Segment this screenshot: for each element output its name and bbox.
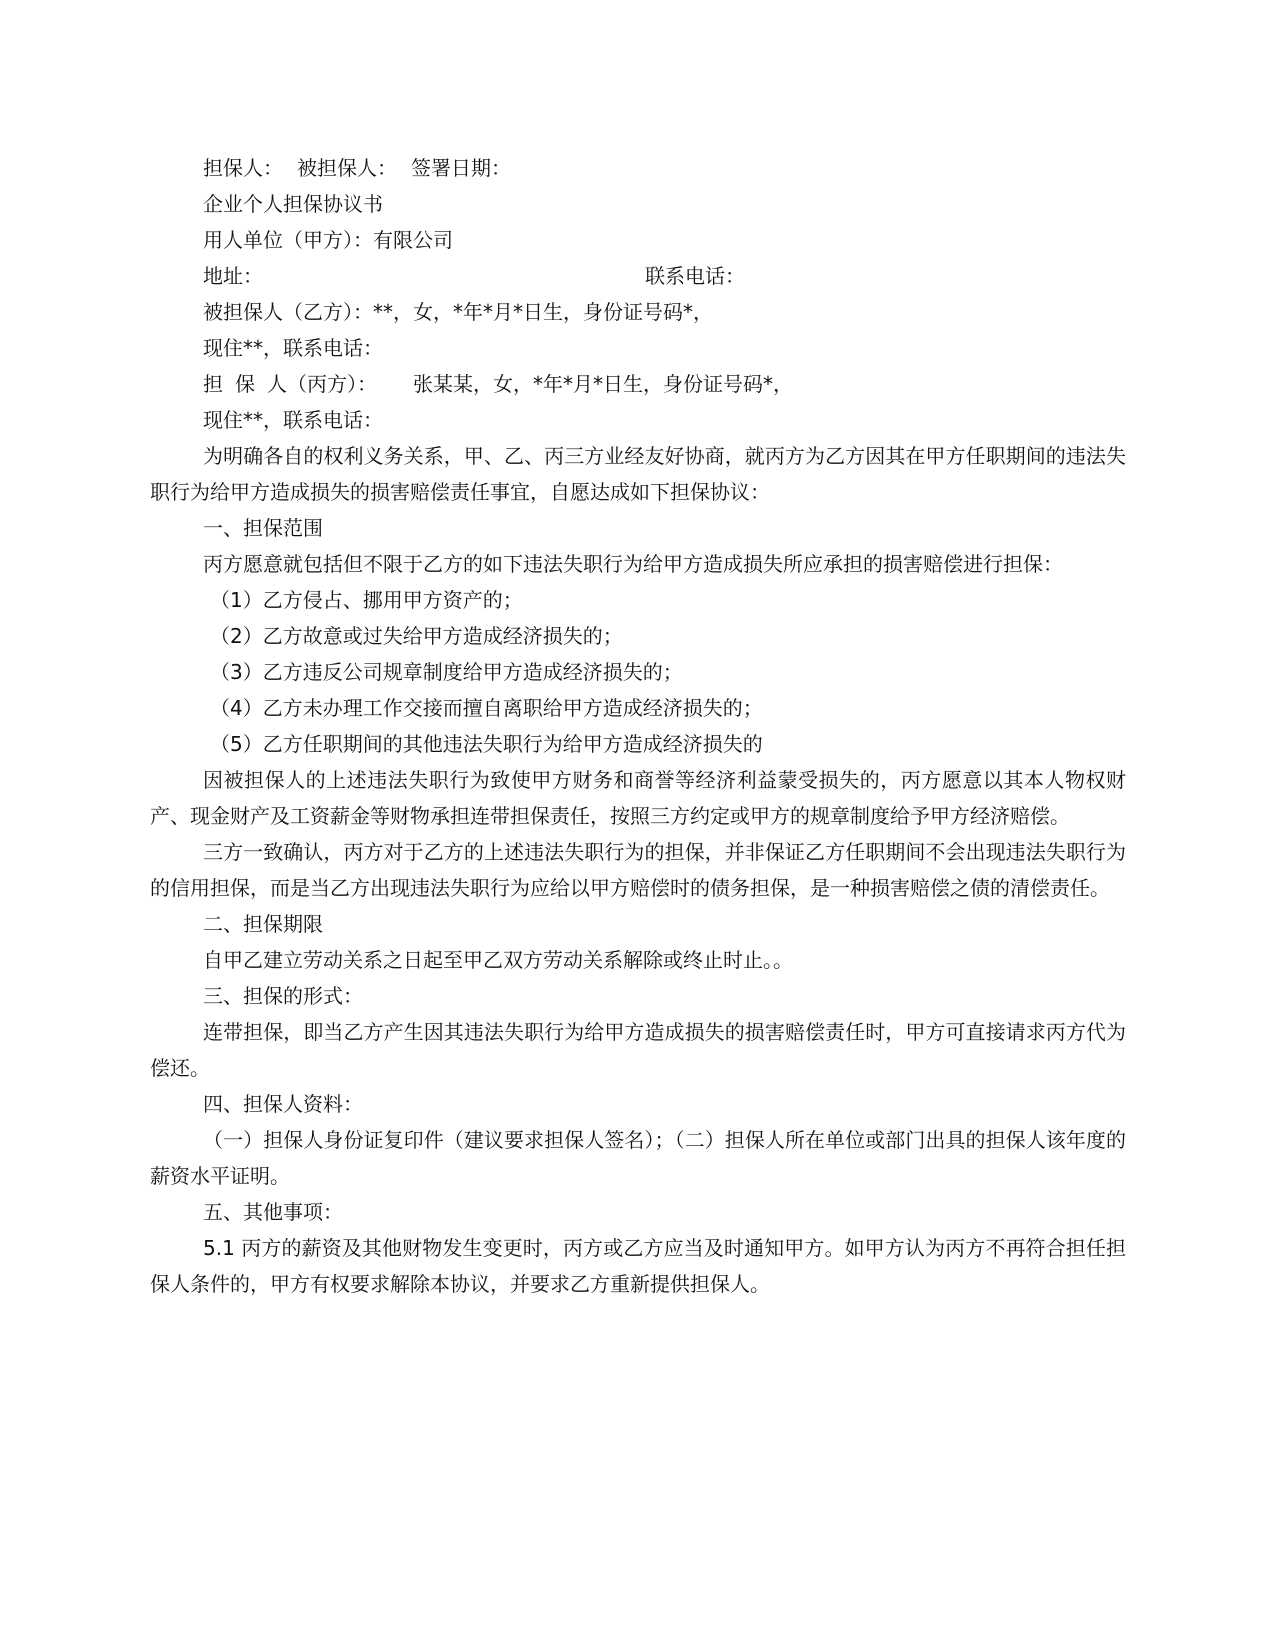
signature-header — [150, 150, 1126, 186]
document-title: 企业个人担保协议书 — [203, 192, 383, 216]
section-1-paragraph-3: 三方一致确认，丙方对于乙方的上述违法失职行为的担保，并非保证乙方任职期间不会出现违法失职行为的信用担保，而是当乙方出现违法失职行为应给以甲方赔偿时的债务担保，是一种损害赔偿之债的清偿责任。 — [150, 840, 1126, 900]
section-3-heading: 三、担保的形式： — [203, 984, 363, 1008]
party-c-detail: 张某某，女，*年*月*日生，身份证号码*， — [413, 372, 793, 396]
section-4-body: （一）担保人身份证复印件（建议要求担保人签名）；（二）担保人所在单位或部门出具的担保人该年度的薪资水平证明。 — [150, 1128, 1126, 1188]
section-2-heading: 二、担保期限 — [203, 912, 323, 936]
party-b-line: 被担保人（乙方）：**，女，*年*月*日生，身份证号码*， — [203, 300, 713, 324]
section-2-body: 自甲乙建立劳动关系之日起至甲乙双方劳动关系解除或终止时止。。 — [203, 948, 793, 972]
guaranteed-label: 被担保人： — [297, 156, 397, 180]
section-1-paragraph-2: 因被担保人的上述违法失职行为致使甲方财务和商誉等经济利益蒙受损失的，丙方愿意以其本人物权财产、现金财产及工资薪金等财物承担连带担保责任，按照三方约定或甲方的规章制度给予甲方经济赔偿。 — [150, 768, 1126, 828]
party-c-label-1: 担 — [203, 372, 223, 396]
document-page — [150, 150, 1126, 1302]
section-5-body: 5.1 丙方的薪资及其他财物发生变更时，丙方或乙方应当及时通知甲方。如甲方认为丙方不再符合担任担保人条件的，甲方有权要求解除本协议，并要求乙方重新提供担保人。 — [150, 1236, 1126, 1296]
party-b-residence: 现住**，联系电话： — [203, 336, 383, 360]
list-item: （5）乙方任职期间的其他违法失职行为给甲方造成经济损失的 — [210, 732, 763, 756]
section-1-body: 丙方愿意就包括但不限于乙方的如下违法失职行为给甲方造成损失所应承担的损害赔偿进行担保： — [203, 552, 1063, 576]
party-a-line: 用人单位（甲方）：有限公司 — [203, 228, 453, 252]
list-item: （1）乙方侵占、挪用甲方资产的； — [210, 588, 523, 612]
party-c-residence: 现住**，联系电话： — [203, 408, 383, 432]
intro-paragraph: 为明确各自的权利义务关系，甲、乙、丙三方业经友好协商，就丙方为乙方因其在甲方任职期间的违法失职行为给甲方造成损失的损害赔偿责任事宜，自愿达成如下担保协议： — [150, 444, 1126, 504]
party-c-line — [150, 366, 1126, 402]
phone-label: 联系电话： — [645, 264, 745, 288]
list-item: （4）乙方未办理工作交接而擅自离职给甲方造成经济损失的； — [210, 696, 763, 720]
section-5-heading: 五、其他事项： — [203, 1200, 343, 1224]
sign-date-label: 签署日期： — [411, 156, 511, 180]
section-4-heading: 四、担保人资料： — [203, 1092, 363, 1116]
guarantor-label: 担保人： — [203, 156, 283, 180]
address-line — [150, 258, 1126, 294]
party-c-label-2: 保 — [235, 372, 255, 396]
list-item: （2）乙方故意或过失给甲方造成经济损失的； — [210, 624, 623, 648]
address-label: 地址： — [203, 264, 263, 288]
section-1-heading: 一、担保范围 — [203, 516, 323, 540]
party-c-label-3: 人（丙方）： — [267, 372, 377, 396]
section-3-body: 连带担保，即当乙方产生因其违法失职行为给甲方造成损失的损害赔偿责任时，甲方可直接请求丙方代为偿还。 — [150, 1020, 1126, 1080]
list-item: （3）乙方违反公司规章制度给甲方造成经济损失的； — [210, 660, 683, 684]
